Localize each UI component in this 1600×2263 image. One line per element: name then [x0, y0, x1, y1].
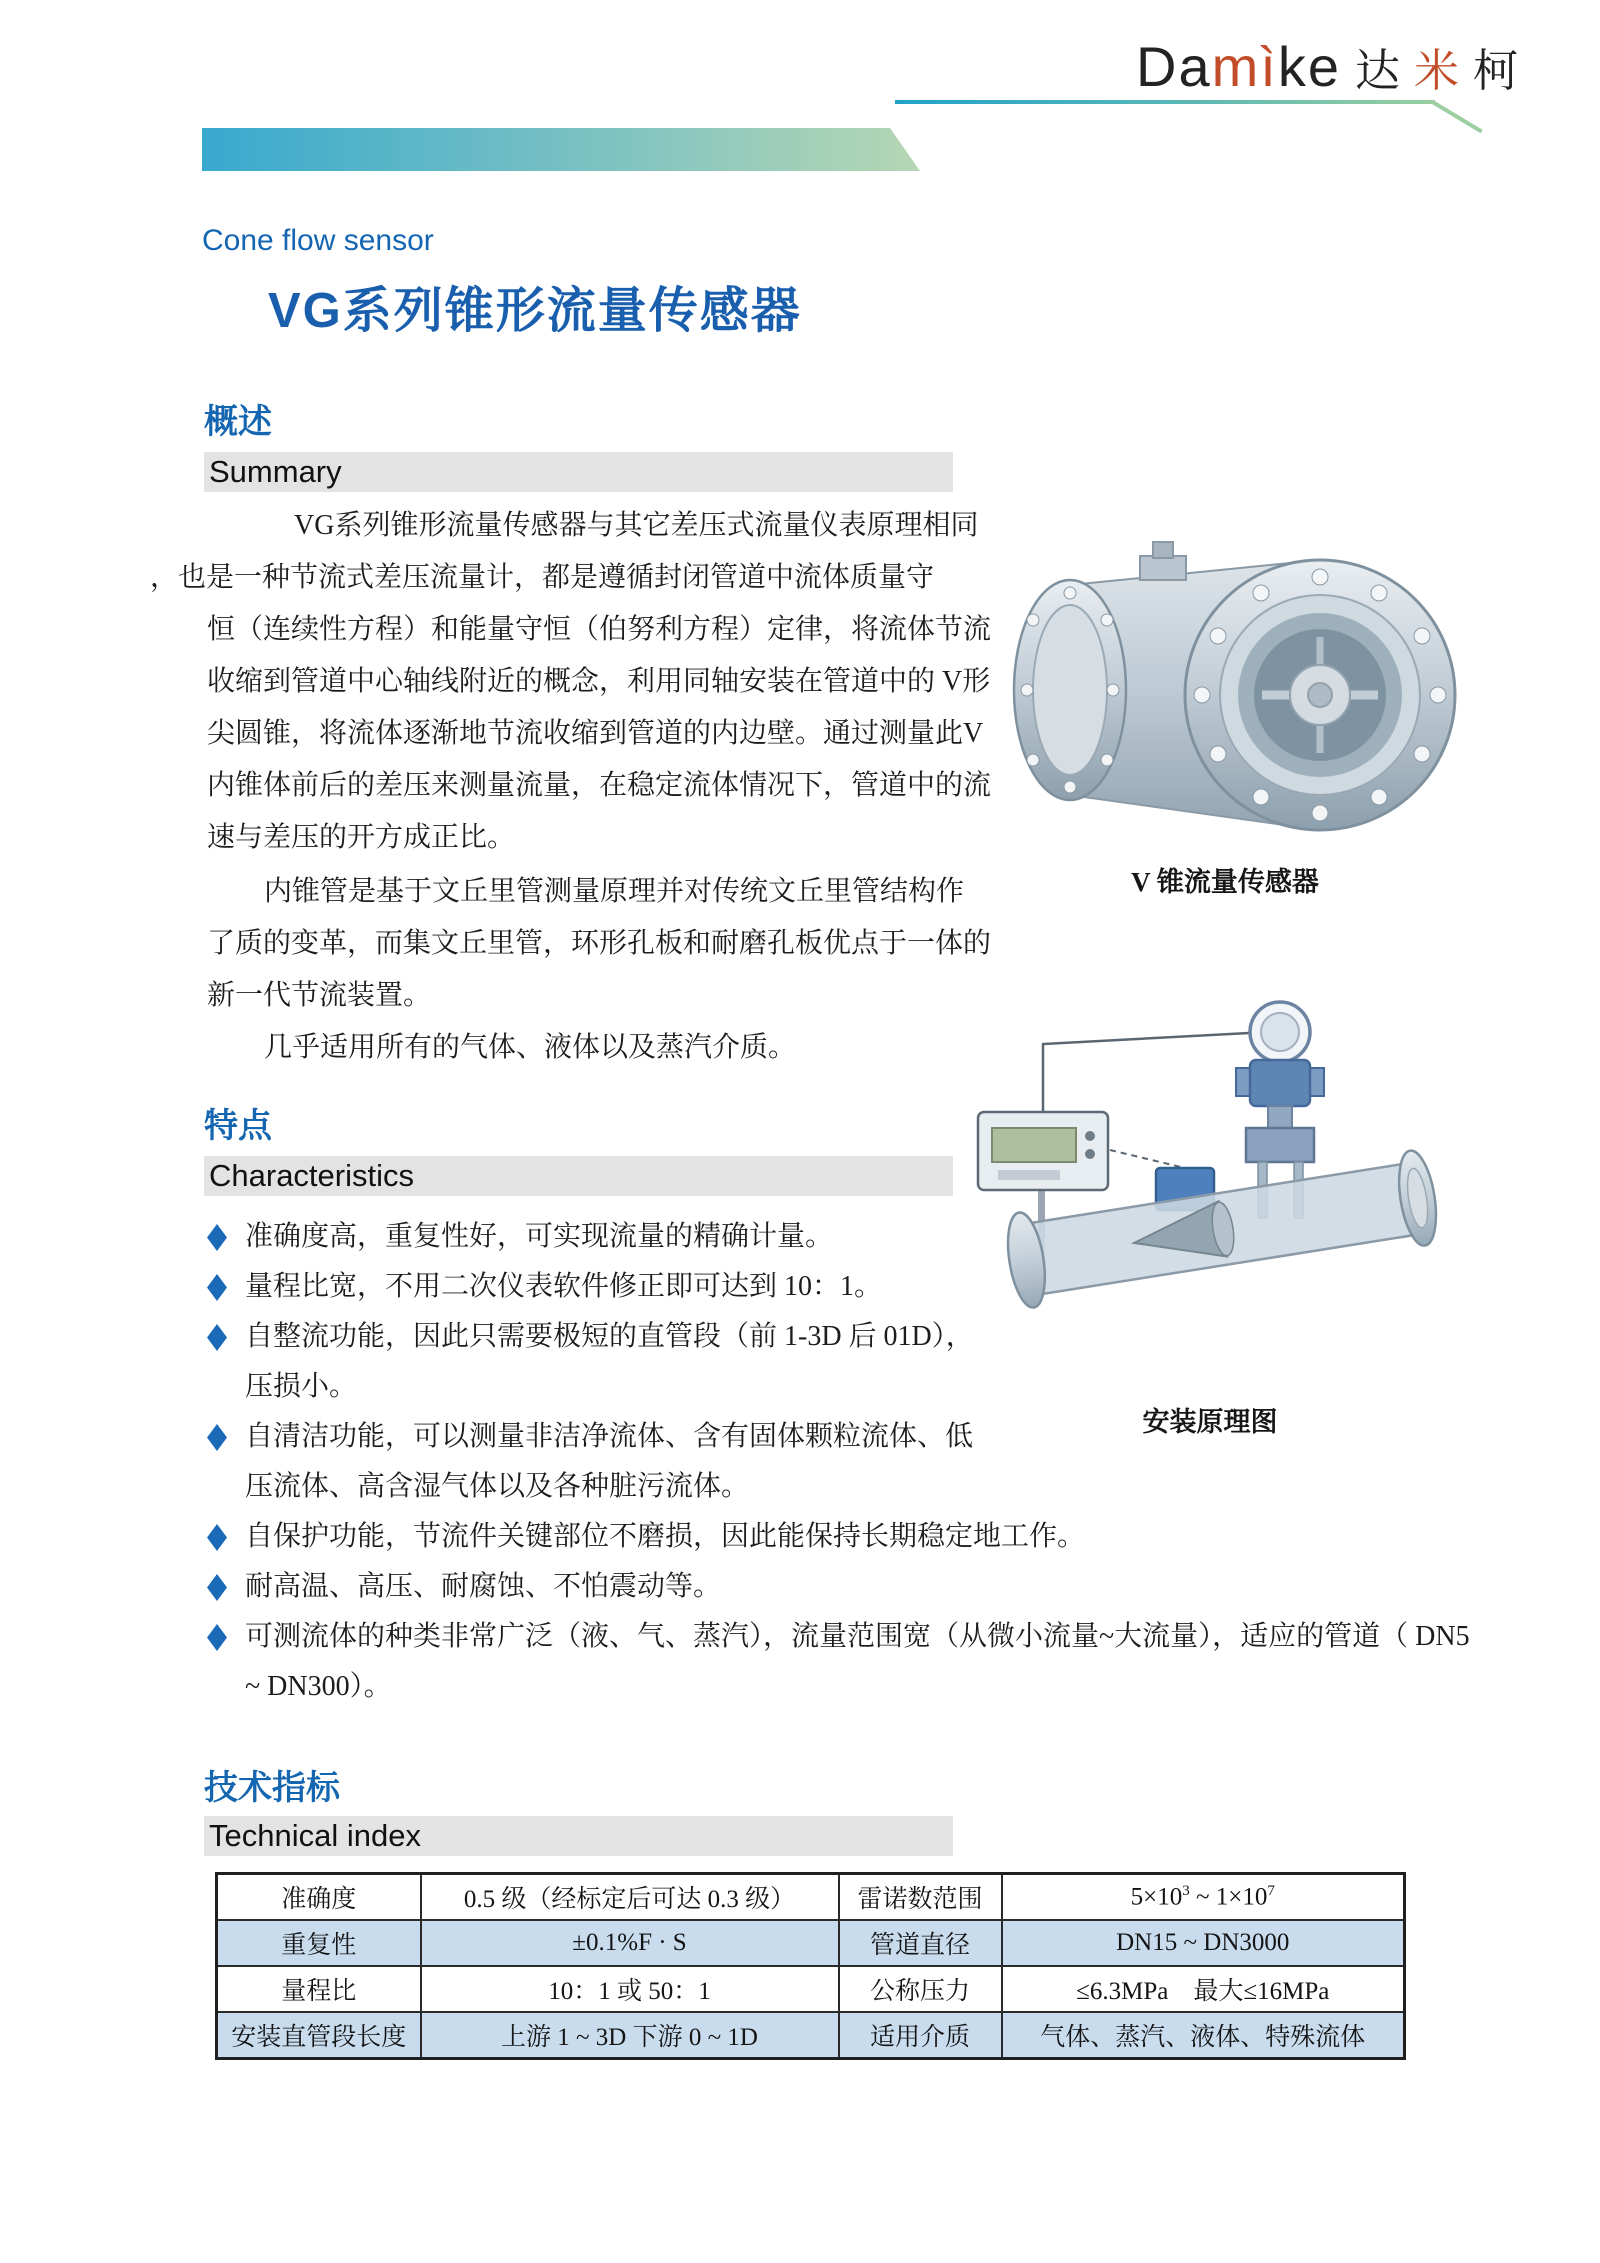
logo-underline-tail [1431, 100, 1483, 133]
logo-text-ke: ke [1277, 35, 1341, 98]
reynolds-base-1: 5×10 [1130, 1883, 1183, 1911]
list-item-text: 自保护功能，节流件关键部位不磨损，因此能保持长期稳定地工作。 [245, 1521, 1086, 1552]
logo-underline [895, 100, 1435, 104]
spec-value: ±0.1%F · S [421, 1920, 839, 1966]
technical-heading-en: Technical index [204, 1816, 953, 1856]
list-item [150, 1212, 1510, 1262]
paragraph-line: 收缩到管道中心轴线附近的概念，利用同轴安装在管道中的 V形 [207, 666, 991, 697]
list-item-continuation [150, 1362, 1510, 1412]
paragraph-line: 速与差压的开方成正比。 [207, 822, 516, 853]
brand-logo [1136, 34, 1518, 99]
spec-value: 气体、蒸汽、液体、特殊流体 [1002, 2012, 1405, 2059]
spec-label: 安装直管段长度 [217, 2012, 421, 2059]
page-title: VG系列锥形流量传感器 [268, 284, 802, 338]
paragraph-line: 内锥管是基于文丘里管测量原理并对传统文丘里管结构作 [264, 876, 965, 907]
characteristics-list [150, 1212, 1510, 1712]
summary-paragraph-3 [150, 1022, 1010, 1074]
logo-cn-mi: 米 [1413, 45, 1459, 96]
list-item [150, 1512, 1510, 1562]
reynolds-exp-2: 7 [1267, 1882, 1275, 1899]
technical-index-table [215, 1872, 1406, 2060]
table-row [217, 2012, 1405, 2059]
paragraph-line: 内锥体前后的差压来测量流量，在稳定流体情况下，管道中的流 [207, 770, 992, 801]
list-item-text: 压损小。 [245, 1371, 358, 1402]
paragraph-line: ，也是一种节流式差压流量计，都是遵循封闭管道中流体质量守 [150, 562, 935, 593]
installation-caption: 安装原理图 [1142, 1407, 1278, 1437]
list-item-continuation [150, 1462, 1510, 1512]
paragraph-line: VG系列锥形流量传感器与其它差压式流量仪表原理相同 [294, 510, 979, 541]
list-item [150, 1312, 1510, 1362]
spec-value: DN15 ~ DN3000 [1002, 1920, 1405, 1966]
spec-value: 10：1 或 50：1 [421, 1966, 839, 2012]
spec-label: 公称压力 [839, 1966, 1002, 2012]
list-item [150, 1262, 1510, 1312]
diamond-bullet-icon [207, 1274, 227, 1301]
list-item [150, 1562, 1510, 1612]
summary-paragraph-1 [150, 500, 1010, 864]
spec-label: 准确度 [217, 1874, 421, 1921]
technical-heading-cn: 技术指标 [204, 1769, 340, 1807]
list-item-text: 量程比宽，不用二次仪表软件修正即可达到 10：1。 [245, 1271, 883, 1302]
list-item [150, 1612, 1510, 1662]
logo-cn-da: 达 [1354, 45, 1400, 96]
list-item [150, 1412, 1510, 1462]
table-row [217, 1874, 1405, 1921]
spec-label: 量程比 [217, 1966, 421, 2012]
vcone-photo-illustration [990, 530, 1460, 860]
diamond-bullet-icon [207, 1324, 227, 1351]
list-item-text: 准确度高，重复性好，可实现流量的精确计量。 [245, 1221, 834, 1252]
vcone-product-photo [990, 530, 1460, 860]
list-item-continuation [150, 1662, 1510, 1712]
characteristics-heading-cn: 特点 [204, 1107, 272, 1145]
diamond-bullet-icon [207, 1224, 227, 1251]
logo-cn-ke: 柯 [1473, 45, 1519, 96]
list-item-text: ~ DN300）。 [245, 1671, 392, 1702]
spec-value: 0.5 级（经标定后可达 0.3 级） [421, 1874, 839, 1921]
spec-value: ≤6.3MPa 最大≤16MPa [1002, 1966, 1405, 2012]
paragraph-line: 新一代节流装置。 [207, 980, 432, 1011]
logo-text-mi: mì [1211, 35, 1278, 98]
spec-label: 重复性 [217, 1920, 421, 1966]
summary-heading-en: Summary [204, 452, 953, 492]
table-row [217, 1920, 1405, 1966]
reynolds-exp-1: 3 [1182, 1882, 1190, 1899]
spec-label: 雷诺数范围 [839, 1874, 1002, 1921]
list-item-text: 压流体、高含湿气体以及各种脏污流体。 [245, 1471, 750, 1502]
list-item-text: 自整流功能，因此只需要极短的直管段（前 1-3D 后 01D）， [245, 1321, 974, 1352]
characteristics-heading-en: Characteristics [204, 1156, 953, 1196]
summary-heading-cn: 概述 [204, 403, 272, 441]
paragraph-line: 几乎适用所有的气体、液体以及蒸汽介质。 [264, 1032, 797, 1063]
reynolds-base-2: ~ 1×10 [1189, 1883, 1268, 1911]
list-item-text: 自清洁功能，可以测量非洁净流体、含有固体颗粒流体、低 [245, 1421, 974, 1452]
logo-text-da: Da [1136, 35, 1212, 98]
diamond-bullet-icon [207, 1424, 227, 1451]
spec-label: 管道直径 [839, 1920, 1002, 1966]
list-item-text: 耐高温、高压、耐腐蚀、不怕震动等。 [245, 1571, 722, 1602]
paragraph-line: 恒（连续性方程）和能量守恒（伯努利方程）定律，将流体节流 [207, 614, 992, 645]
diamond-bullet-icon [207, 1624, 227, 1651]
summary-paragraph-2 [150, 866, 1010, 1022]
list-item-text: 可测流体的种类非常广泛（液、气、蒸汽），流量范围宽（从微小流量~大流量），适应的管道（ DN5 [245, 1621, 1470, 1652]
header-gradient-bar [202, 128, 920, 171]
table-row [217, 1966, 1405, 2012]
diamond-bullet-icon [207, 1524, 227, 1551]
vcone-caption: V 锥流量传感器 [1131, 867, 1319, 897]
product-subtitle-en: Cone flow sensor [202, 224, 434, 257]
spec-label: 适用介质 [839, 2012, 1002, 2059]
paragraph-line: 了质的变革，而集文丘里管，环形孔板和耐磨孔板优点于一体的 [207, 928, 992, 959]
diamond-bullet-icon [207, 1574, 227, 1601]
paragraph-line: 尖圆锥，将流体逐渐地节流收缩到管道的内边壁。通过测量此V [207, 718, 984, 749]
spec-value [1002, 1874, 1405, 1921]
spec-value: 上游 1 ~ 3D 下游 0 ~ 1D [421, 2012, 839, 2059]
